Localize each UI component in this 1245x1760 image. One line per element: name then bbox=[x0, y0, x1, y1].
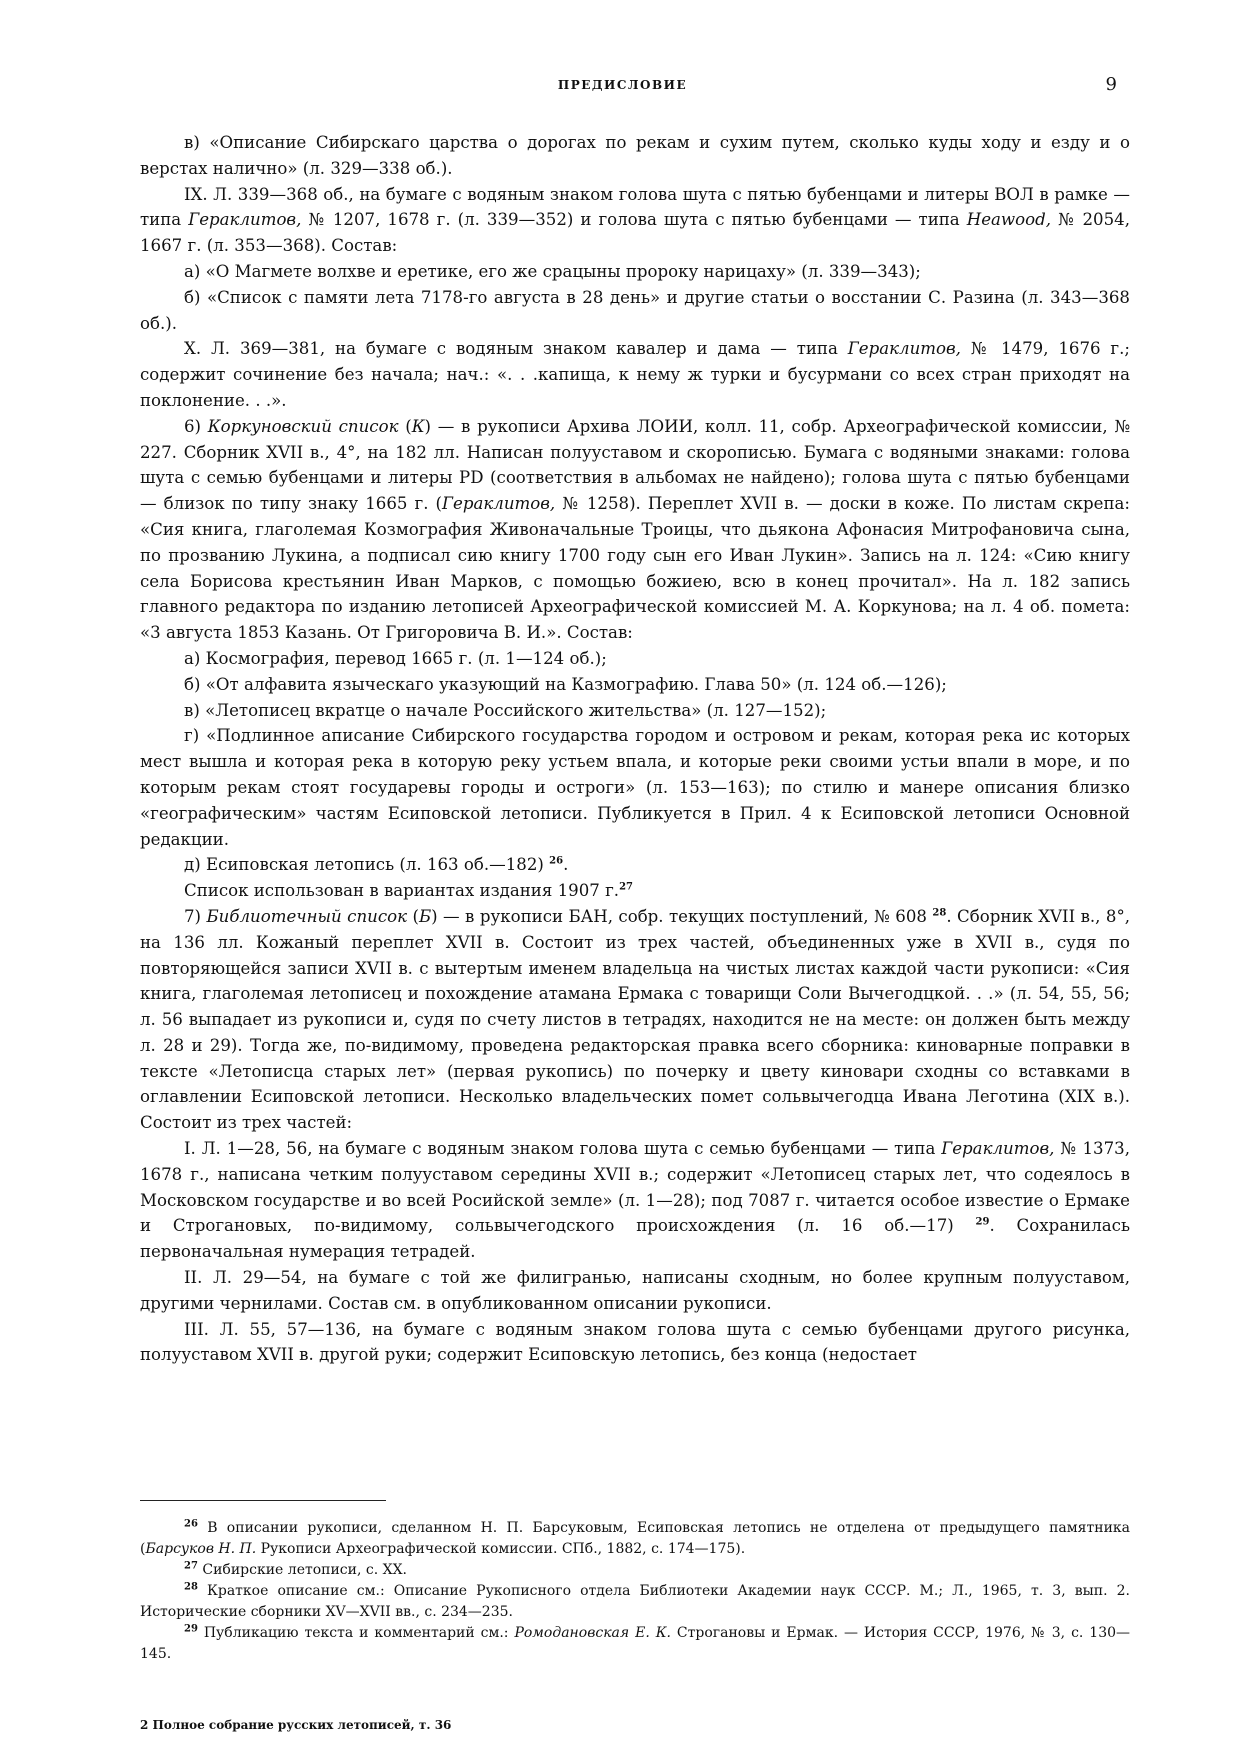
footnote-ref-29: 29 bbox=[975, 1216, 990, 1228]
paragraph-contents-d: д) Есиповская летопись (л. 163 об.—182) $^{26}$. bbox=[184, 855, 569, 875]
paragraph-part-ix: IX. Л. 339—368 об., на бумаге с водяным знаком голова шута с пятью бубенцами и литеры ВОЛ в рамке — типа Гераклитов, № 1207, 1678 г. (л. 339—352) и голова шута с пятью бубенцами — типа Heawood, № 2054, 1667 г. (л. 353—368). Состав: bbox=[140, 184, 1130, 256]
running-title: ПРЕДИСЛОВИЕ bbox=[557, 78, 688, 92]
main-text bbox=[140, 130, 1130, 1368]
footnote-ref-26: 26 bbox=[549, 855, 564, 867]
paragraph-contents-b: б) «От алфавита языческаго указующий на Казмографию. Глава 50» (л. 124 об.—126); bbox=[184, 674, 947, 694]
footnote-ref-27: 27 bbox=[619, 881, 634, 893]
paragraph-library-list: 7) Библиотечный список (Б) — в рукописи БАН, собр. текущих поступлений, № 608 $^{28}$. Сборник XVII в., 8°, на 136 лл. Кожаный переплет XVII в. Состоит из трех частей, объединенных уже в XVII в., судя по повторяющейся записи XVII в. с вытертым именем владельца на чистых листах каждой части рукописи: «Сия книга, глаголемая летописец и похождение атамана Ермака с товарищи Соли Вычегодцкой. . .» (л. 54, 55, 56; л. 56 выпадает из рукописи и, судя по счету листов в тетрадях, находится не на месте: он должен быть между л. 28 и 29). Тогда же, по-видимому, проведена редакторская правка всего сборника: киноварные поправки в тексте «Летописца старых лет» (первая рукопись) по почерку и цвету киновари сходны со вставками в оглавлении Есиповской летописи. Несколько владельческих помет сольвычегодца Ивана Леготина (XIX в.). Состоит из трех частей: bbox=[140, 906, 1131, 1133]
paragraph-part-iii: III. Л. 55, 57—136, на бумаге с водяным знаком голова шута с семью бубенцами другого рисунка, полууставом XVII в. другой руки; содержит Есиповскую летопись, без конца (недостает bbox=[140, 1319, 1130, 1365]
footnote-divider bbox=[140, 1500, 386, 1501]
paragraph-usage: Список использован в вариантах издания 1907 г.$^{27}$ bbox=[184, 881, 634, 901]
paragraph-list-item-v: в) «Описание Сибирскаго царства о дорогах по рекам и сухим путем, сколько куды ходу и езду и о верстах налично» (л. 329—338 об.). bbox=[140, 133, 1130, 178]
paragraph-part-x: X. Л. 369—381, на бумаге с водяным знаком кавалер и дама — типа Гераклитов, № 1479, 1676 г.; содержит сочинение без начала; нач.: «. . .капища, к нему ж турки и бусурмани со всех стран приходят на поклонение. . .». bbox=[140, 339, 1130, 410]
footnotes bbox=[140, 1518, 1130, 1665]
footnote-26: $^{26}$ В описании рукописи, сделанном Н. П. Барсуковым, Есиповская летопись не отделена от предыдущего памятника (Барсуков Н. П. Рукописи Археографической комиссии. СПб., 1882, с. 174—175). bbox=[140, 1518, 1130, 1557]
footnote-29: $^{29}$ Публикацию текста и комментарий см.: Ромодановская Е. К. Строгановы и Ермак. — История СССР, 1976, № 3, с. 130—145. bbox=[140, 1623, 1131, 1662]
running-head bbox=[0, 70, 1245, 110]
paragraph-korkunov-list: 6) Коркуновский список (К) — в рукописи Архива ЛОИИ, колл. 11, собр. Археографической комиссии, № 227. Сборник XVII в., 4°, на 182 лл. Написан полууставом и скорописью. Бумага с водяными знаками: голова шута с семью бубенцами и литеры PD (соответствия в альбомах не найдено); голова шута с пятью бубенцами — близок по типу знаку 1665 г. (Гераклитов, № 1258). Переплет XVII в. — доски в коже. По листам скрепа: «Сия книга, глаголемая Козмография Живоначальные Троицы, что дьякона Афонасия Митрофановича сына, по прозванию Лукина, а подписал сию книгу 1700 году сын его Иван Лукин». Запись на л. 124: «Сию книгу села Борисова крестьянин Иван Марков, с помощью божиею, всю в конец прочитал». На л. 182 запись главного редактора по изданию летописей Археографической комиссией М. А. Коркунова; на л. 4 об. помета: «3 августа 1853 Казань. От Григоровича В. И.». Состав: bbox=[140, 416, 1131, 643]
printer-signature: 2 Полное собрание русских летописей, т. 36 bbox=[140, 1718, 452, 1732]
footnote-27: $^{27}$ Сибирские летописи, с. XX. bbox=[184, 1560, 408, 1578]
footnote-ref-28: 28 bbox=[932, 907, 947, 919]
paragraph-part-ii: II. Л. 29—54, на бумаге с той же филигранью, написаны сходным, но более крупным полууставом, другими чернилами. Состав см. в опубликованном описании рукописи. bbox=[140, 1268, 1130, 1313]
paragraph-part-i: I. Л. 1—28, 56, на бумаге с водяным знаком голова шута с семью бубенцами — типа Гераклитов, № 1373, 1678 г., написана четким полууставом середины XVII в.; содержит «Летописец старых лет, что содеялось в Московском государстве и во всей Росийской земле» (л. 1—28); под 7087 г. читается особое известие о Ермаке и Строгановых, по-видимому, сольвычегодского происхождения (л. 16 об.—17) $^{29}$. Сохранилась первоначальная нумерация тетрадей. bbox=[140, 1139, 1130, 1262]
paragraph-contents-a: а) Космография, перевод 1665 г. (л. 1—124 об.); bbox=[184, 648, 607, 668]
footnote-28: $^{28}$ Краткое описание см.: Описание Рукописного отдела Библиотеки Академии наук СССР. М.; Л., 1965, т. 3, вып. 2. Исторические сборники XV—XVII вв., с. 234—235. bbox=[140, 1581, 1130, 1620]
paragraph-contents-g: г) «Подлинное аписание Сибирского государства городом и островом и рекам, которая река ис которых мест вышла и которая река в которую реку устьем впала, и которые реки своими устьи впали в море, и по которым рекам стоят государевы городы и остроги» (л. 153—163); по стилю и манере описания близко «географическим» частям Есиповской летописи. Публикуется в Прил. 4 к Есиповской летописи Основной редакции. bbox=[140, 726, 1130, 849]
paragraph-contents-v: в) «Летописец вкратце о начале Российского жительства» (л. 127—152); bbox=[184, 700, 827, 720]
paragraph-item-a: а) «О Магмете волхве и еретике, его же срацыны пророку нарицаху» (л. 339—343); bbox=[184, 261, 921, 281]
page-number: 9 bbox=[1105, 74, 1117, 95]
paragraph-item-b: б) «Список с памяти лета 7178-го августа в 28 день» и другие статьи о восстании С. Разина (л. 343—368 об.). bbox=[140, 287, 1130, 333]
